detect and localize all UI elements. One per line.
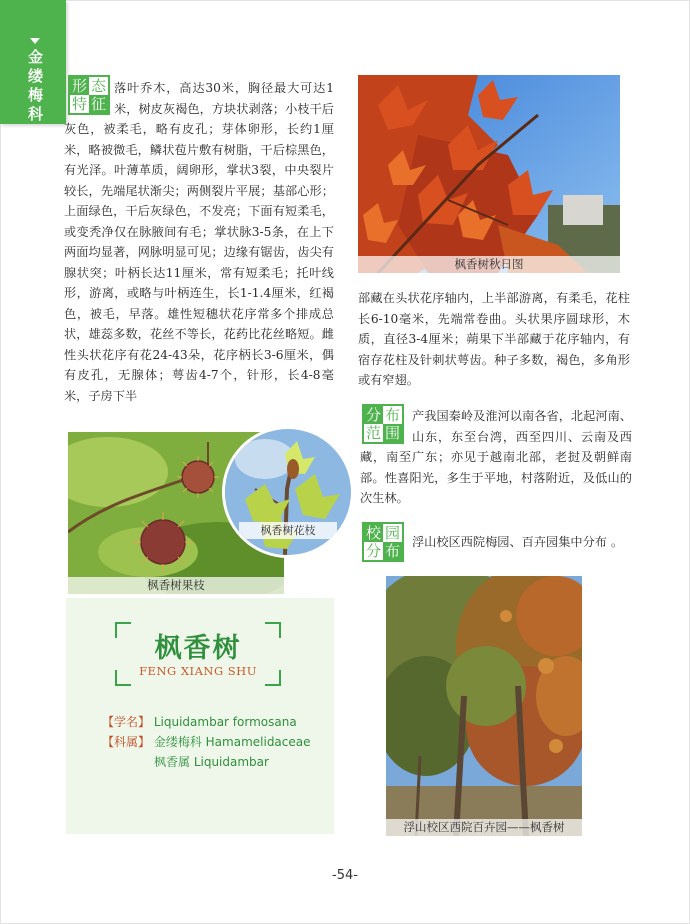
autumn-photo-caption: 枫香树秋日图 <box>358 256 620 273</box>
tag-char: 分 <box>365 406 381 424</box>
title-frame <box>115 622 281 686</box>
tag-char: 形 <box>71 77 87 95</box>
tag-char: 征 <box>90 95 106 113</box>
genus-value: 枫香属 Liquidambar <box>154 755 269 769</box>
family-tab-label: 金缕梅科 <box>28 48 44 123</box>
tag-char: 态 <box>90 77 106 95</box>
morphology-text-1: 落叶乔木，高达30米，胸径最大可达1米，树皮灰褐色，方块状剥落；小枝干后灰色，被柔毛，略有皮孔；芽体卵形，长约1厘米，略被微毛，鳞状苞片敷有树脂，干后棕黑色，有光泽。叶薄革质，阔卵形，掌状3裂，中央裂片较长，先端尾状渐尖；两侧裂片平展；基部心形；上面绿色，干后灰绿色，不发亮；下面有短柔毛，或变秃净仅在脉腋间有毛；掌状脉3-5条，在上下两面均显著，网脉明显可见；边缘有锯齿，齿尖有腺状突；叶柄长达11厘米，常有短柔毛；托叶线形，游离，或略与叶柄连生，长1-1.4厘米，红褐色，被毛，早落。雄性短穗状花序常多个排成总状，雄蕊多数，花丝不等长，花药比花丝略短。雌性头状花序有花24-43朵，花序柄长3-6厘米，偶有皮孔，无腺体；萼齿4-7个，针形，长4-8毫米，子房下半 <box>64 81 334 403</box>
flower-photo <box>222 426 354 558</box>
morphology-text-2: 部藏在头状花序轴内，上半部游离，有柔毛，花柱长6-10毫米，先端常卷曲。头状果序圆球形，木质，直径3-4厘米；蒴果下半部藏于花序轴内，有宿存花柱及针刺状萼齿。种子多数，褐色，多角形或有窄翅。 <box>358 291 630 387</box>
tag-char: 分 <box>365 542 381 560</box>
distribution-text: 产我国秦岭及淮河以南各省，北起河南、山东，东至台湾，西至四川、云南及西藏，南至广东；亦见于越南北部，老挝及朝鲜南部。性喜阳光，多生于平地，村落附近，及低山的次生林。 <box>360 409 632 505</box>
family-value: 金缕梅科 Hamamelidaceae <box>153 735 311 749</box>
page-number: -54- <box>332 868 358 883</box>
fruit-photo-caption: 枫香树果枝 <box>68 577 284 594</box>
scientific-name-label: 【学名】 <box>102 715 151 729</box>
scientific-name-value: Liquidambar formosana <box>153 715 297 729</box>
flower-photo-caption: 枫香树花枝 <box>239 522 337 539</box>
scientific-name-row <box>102 712 297 732</box>
tag-char: 围 <box>384 424 400 442</box>
tree-photo-caption: 浮山校区西院百卉园——枫香树 <box>386 819 582 836</box>
tag-char: 范 <box>365 424 381 442</box>
triangle-down-icon <box>30 38 40 44</box>
tag-char: 园 <box>384 524 400 542</box>
campus-text: 浮山校区西院梅园、百卉园集中分布 。 <box>412 535 624 549</box>
tree-photo <box>386 576 582 836</box>
species-name-pinyin: FENG XIANG SHU <box>139 664 257 678</box>
tag-char: 布 <box>384 406 400 424</box>
autumn-photo <box>358 75 620 273</box>
tag-char: 特 <box>71 95 87 113</box>
name-card <box>66 598 334 834</box>
genus-row <box>154 752 269 772</box>
family-row <box>102 732 311 752</box>
family-label: 【科属】 <box>102 735 151 749</box>
campus-tag <box>362 522 404 562</box>
species-name-cn: 枫香树 <box>154 633 242 664</box>
family-side-tab <box>0 0 66 124</box>
tag-char: 布 <box>384 542 400 560</box>
tag-char: 校 <box>365 524 381 542</box>
